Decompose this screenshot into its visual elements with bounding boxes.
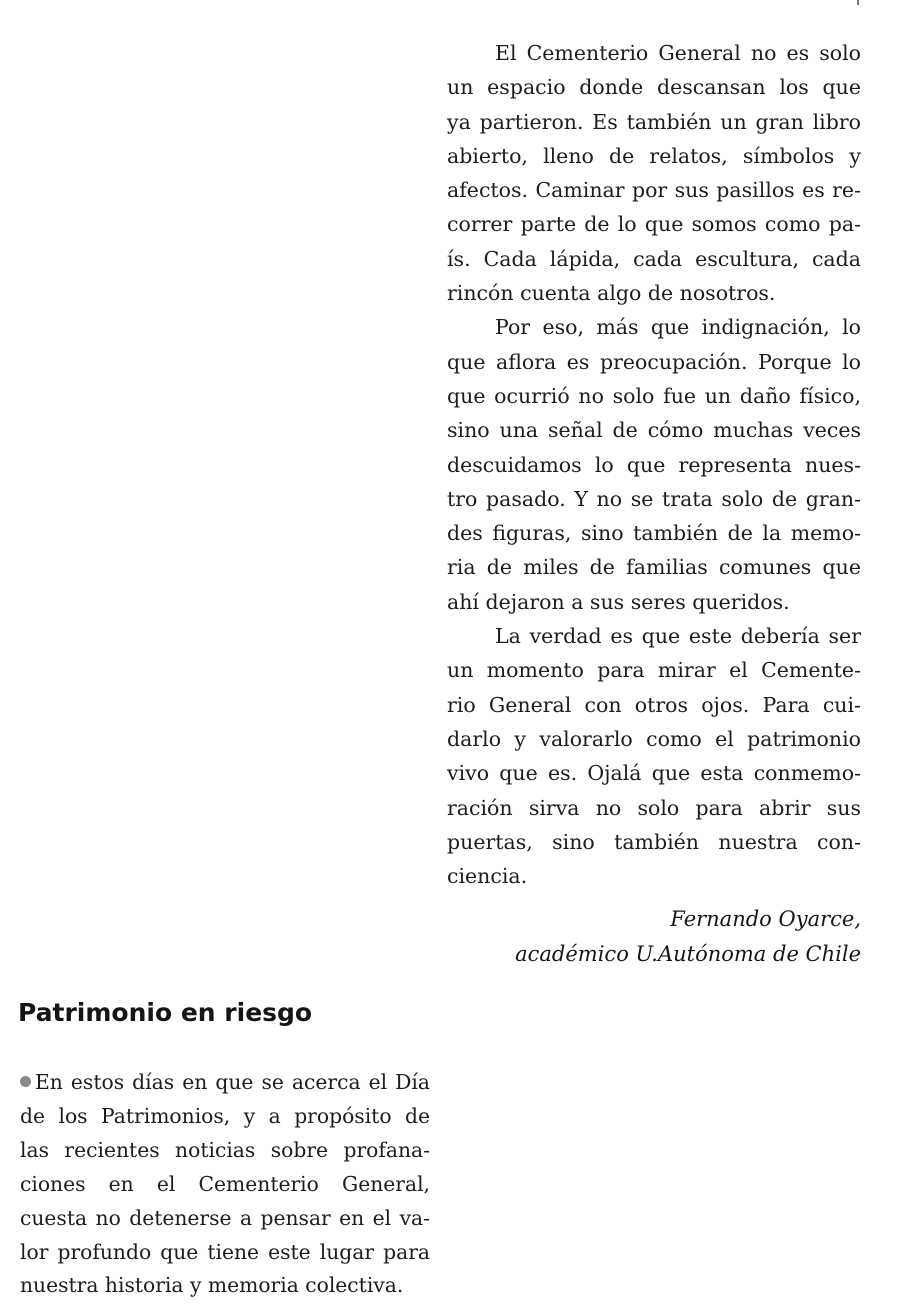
text-line: que aflora es preocupación. Porque lo bbox=[447, 349, 861, 374]
next-letter-body bbox=[20, 1066, 430, 1303]
text-line: vivo que es. Ojalá que esta conmemo- bbox=[447, 761, 861, 786]
text-line: que ocurrió no solo fue un daño físico, bbox=[447, 383, 861, 408]
text-line: un espacio donde descansan los que bbox=[447, 75, 861, 100]
text-line: afectos. Caminar por sus pasillos es re- bbox=[447, 178, 861, 203]
text-line: rincón cuenta algo de nosotros. bbox=[447, 281, 776, 306]
text-line: ciones en el Cementerio General, bbox=[20, 1171, 430, 1196]
paragraph bbox=[447, 310, 861, 619]
text-line: El Cementerio General no es solo bbox=[495, 41, 861, 65]
text-line: tro pasado. Y no se trata solo de gran- bbox=[447, 486, 861, 511]
text-line: correr parte de lo que somos como pa- bbox=[447, 212, 861, 237]
author-affiliation: académico U.Autónoma de Chile bbox=[515, 942, 861, 966]
paragraph bbox=[447, 619, 861, 893]
text-line bbox=[20, 1066, 430, 1100]
author-name: Fernando Oyarce, bbox=[670, 907, 861, 931]
text-line: puertas, sino también nuestra con- bbox=[447, 829, 861, 854]
text-line: cuesta no detenerse a pensar en el va- bbox=[20, 1205, 430, 1230]
author-signature bbox=[515, 902, 861, 972]
text-line: las recientes noticias sobre profana- bbox=[20, 1137, 430, 1162]
text-line: descuidamos lo que representa nues- bbox=[447, 452, 861, 477]
text-line: de los Patrimonios, y a propósito de bbox=[20, 1103, 430, 1128]
text-line: La verdad es que este debería ser bbox=[495, 624, 861, 649]
text-line: lor profundo que tiene este lugar para bbox=[20, 1239, 430, 1264]
bullet-text: En estos días en que se acerca el Día bbox=[35, 1070, 430, 1094]
text-line: sino una señal de cómo muchas veces bbox=[447, 418, 861, 443]
text-line: rio General con otros ojos. Para cui- bbox=[447, 692, 861, 717]
text-line: darlo y valorarlo como el patrimonio bbox=[447, 726, 861, 751]
text-line: ís. Cada lápida, cada escultura, cada bbox=[447, 246, 861, 271]
text-line: des figuras, sino también de la memo- bbox=[447, 521, 861, 546]
letter-body bbox=[447, 36, 861, 893]
text-line: ciencia. bbox=[447, 864, 528, 889]
paragraph bbox=[447, 36, 861, 310]
letter-headline: Patrimonio en riesgo bbox=[18, 998, 313, 1027]
bullet-icon bbox=[20, 1076, 31, 1087]
text-line: ya partieron. Es también un gran libro bbox=[447, 109, 861, 134]
text-line: ahí dejaron a sus seres queridos. bbox=[447, 589, 790, 614]
text-line: ración sirva no solo para abrir sus bbox=[447, 795, 861, 820]
text-line: nuestra historia y memoria colectiva. bbox=[20, 1273, 404, 1298]
page-edge-mark bbox=[857, 0, 859, 5]
text-line: Por eso, más que indignación, lo bbox=[495, 315, 861, 340]
text-line: un momento para mirar el Cemente- bbox=[447, 658, 861, 683]
text-line: ria de miles de familias comunes que bbox=[447, 555, 861, 580]
text-line: abierto, lleno de relatos, símbolos y bbox=[447, 143, 861, 168]
